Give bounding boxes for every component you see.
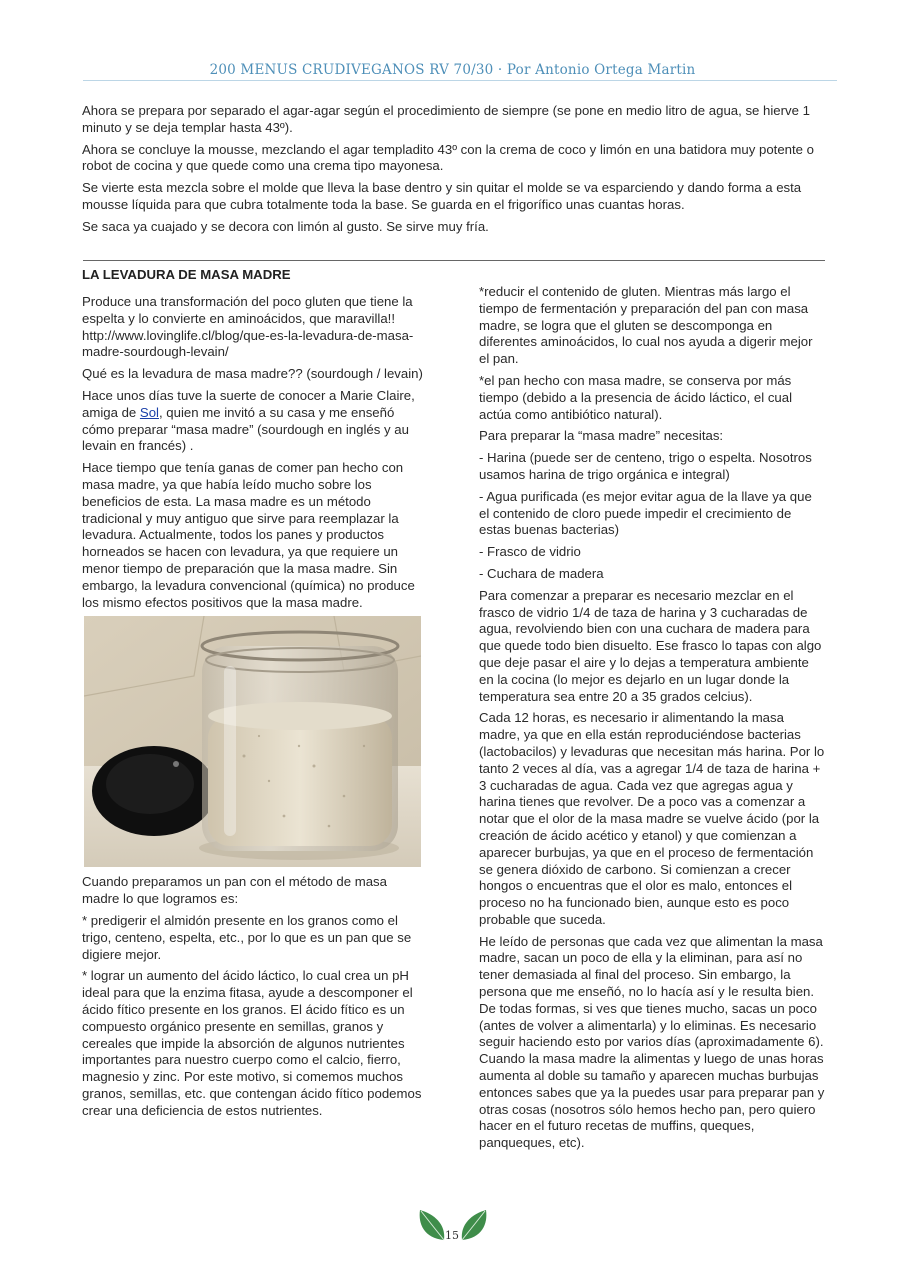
intro-paragraph: Ahora se concluye la mousse, mezclando el agar templadito 43º con la crema de coco y limón en una batidora muy potente o robot de cocina y que quede como una crema tipo mayonesa.	[82, 141, 815, 174]
header-rule	[83, 80, 837, 81]
list-item: - Frasco de vidrio	[479, 544, 581, 560]
left-column	[82, 267, 427, 1125]
paragraph: Cuando preparamos un pan con el método de masa madre lo que logramos es:	[82, 874, 387, 907]
section-divider	[83, 260, 825, 261]
sol-link[interactable]: Sol	[139, 404, 159, 420]
intro-paragraph: Se vierte esta mezcla sobre el molde que lleva la base dentro y sin quitar el molde se va esparciendo y dando forma a esta mousse líquida para que cubra totalmente toda la base. Se guarda en el frigorífico unas cuantas horas.	[82, 180, 802, 212]
list-item: - Agua purificada (es mejor evitar agua de la llave ya que el contenido de cloro puede impedir el crecimiento de estas buenas bacterias)	[479, 488, 812, 538]
paragraph: *el pan hecho con masa madre, se conserva por más tiempo (debido a la presencia de ácido láctico, el cual actúa como antibiótico natural).	[479, 372, 793, 422]
paragraph: Qué es la levadura de masa madre?? (sourdough / levain)	[82, 366, 423, 382]
paragraph-text: Hace unos días tuve la suerte de conocer a Marie Claire, amiga de	[82, 387, 415, 420]
paragraph: * predigerir el almidón presente en los granos como el trigo, centeno, espelta, etc., por lo que es un pan que se digiere mejor.	[82, 912, 412, 962]
paragraph: Cada 12 horas, es necesario ir alimentando la masa madre, ya que en ella están reproduciéndose bacterias (lactobacilos) y levaduras que necesitan más harina. Por lo tanto 2 veces al día, vas a agregar 1/4 de taza de harina + 3 cucharadas de agua. Cada vez que agregas agua y harina tienes que revolver. De a poco vas a comenzar a notar que el olor de la masa madre se vuelve ácido (por la creación de ácido acético y etanol) y que comienzan a aparecer burbujas, ya que en el proceso de fermentación se genera dióxido de carbono. Si comienzan a crecer hongos o encuentras que el olor es malo, entonces el proceso no ha funcionado bien, aunque esto es poco probable que suceda.	[479, 710, 825, 927]
paragraph: * lograr un aumento del ácido láctico, lo cual crea un pH ideal para que la enzima fitasa, ayude a descomponer el ácido fítico presente en los granos. El ácido fítico es un compuesto orgánico presente en semillas, granos y cereales que impide la absorción de algunos nutrientes importantes para nuestro cuerpo como el calcio, fierro, magnesio y zinc. Por este motivo, si comemos muchos granos, semillas, etc. que contengan ácido fítico podemos crear una deficiencia de estos nutrientes.	[82, 968, 422, 1118]
right-column	[479, 284, 825, 1157]
intro-paragraph: Se saca ya cuajado y se decora con limón al gusto. Se sirve muy fría.	[82, 218, 489, 234]
paragraph: *reducir el contenido de gluten. Mientras más largo el tiempo de fermentación y preparación del pan con masa madre, se logra que el gluten se descomponga en diferentes aminoácidos, lo cual nos ayuda a digerir mejor el pan.	[479, 284, 813, 367]
section-heading: LA LEVADURA DE MASA MADRE	[82, 267, 291, 282]
paragraph: Produce una transformación del poco gluten que tiene la espelta y lo convierte en aminoácidos, que maravilla!! http://www.lovinglife.cl/blog/que-es-la-levadura-de-masa-madre-sourdough-levain/	[82, 294, 414, 360]
page-number: 15	[445, 1229, 459, 1242]
paragraph: Para comenzar a preparar es necesario mezclar en el frasco de vidrio 1/4 de taza de harina y 3 cucharadas de agua, revolviendo bien con una cuchara de madera para que quede todo bien disuelto. Ese frasco lo tapas con algo que deje pasar el aire y lo dejas a temperatura ambiente en la cocina (lo mejor es dejarlo en un lugar donde la temperatura sea entre 20 a 35 grados celcius).	[479, 587, 822, 704]
paragraph: Para preparar la “masa madre” necesitas:	[479, 428, 724, 444]
sourdough-jar-photo	[84, 616, 421, 867]
running-header: 200 MENUS CRUDIVEGANOS RV 70/30 · Por Antonio Ortega Martin	[209, 62, 696, 78]
list-item: - Cuchara de madera	[479, 565, 604, 581]
paragraph: Hace tiempo que tenía ganas de comer pan hecho con masa madre, ya que había leído mucho sobre los beneficios de esta. La masa madre es un método tradicional y muy antiguo que sirve para reemplazar la levadura. Actualmente, todos los panes y productos horneados se hacen con levadura, ya que requiere un menor tiempo de preparación que la masa madre. Sin embargo, la levadura convencional (química) no produce los mismo efectos positivos que la masa madre.	[82, 460, 415, 610]
paragraph: He leído de personas que cada vez que alimentan la masa madre, sacan un poco de ella y la eliminan, para así no tener demasiada al final del proceso. Sin embargo, la persona que me enseñó, no lo hacía así y le resulta bien. De todas formas, si ves que tienes mucho, sacas un poco (antes de volver a alimentarla) y lo eliminas. Es necesario seguir haciendo esto por varios días (aproximadamente 6). Cuando la masa madre la alimentas y luego de unas horas aumenta al doble su tamaño y aparecen muchas burbujas entonces sabes que ya la puedes usar para preparar pan y otras cosas (nosotros sólo hemos hecho pan, pero quiero hacer en el futuro recetas de muffins, queques, panqueques, etc).	[479, 933, 825, 1151]
list-item: - Harina (puede ser de centeno, trigo o espelta. Nosotros usamos harina de trigo orgánica e integral)	[479, 450, 812, 482]
paragraph	[82, 388, 427, 455]
intro-text	[82, 103, 827, 241]
intro-paragraph: Ahora se prepara por separado el agar-agar según el procedimiento de siempre (se pone en medio litro de agua, se hierve 1 minuto y se deja templar hasta 43º).	[82, 103, 810, 135]
paragraph-text: , quien me invitó a su casa y me enseñó cómo preparar “masa madre” (sourdough en inglés y au levain en francés) .	[82, 404, 409, 454]
